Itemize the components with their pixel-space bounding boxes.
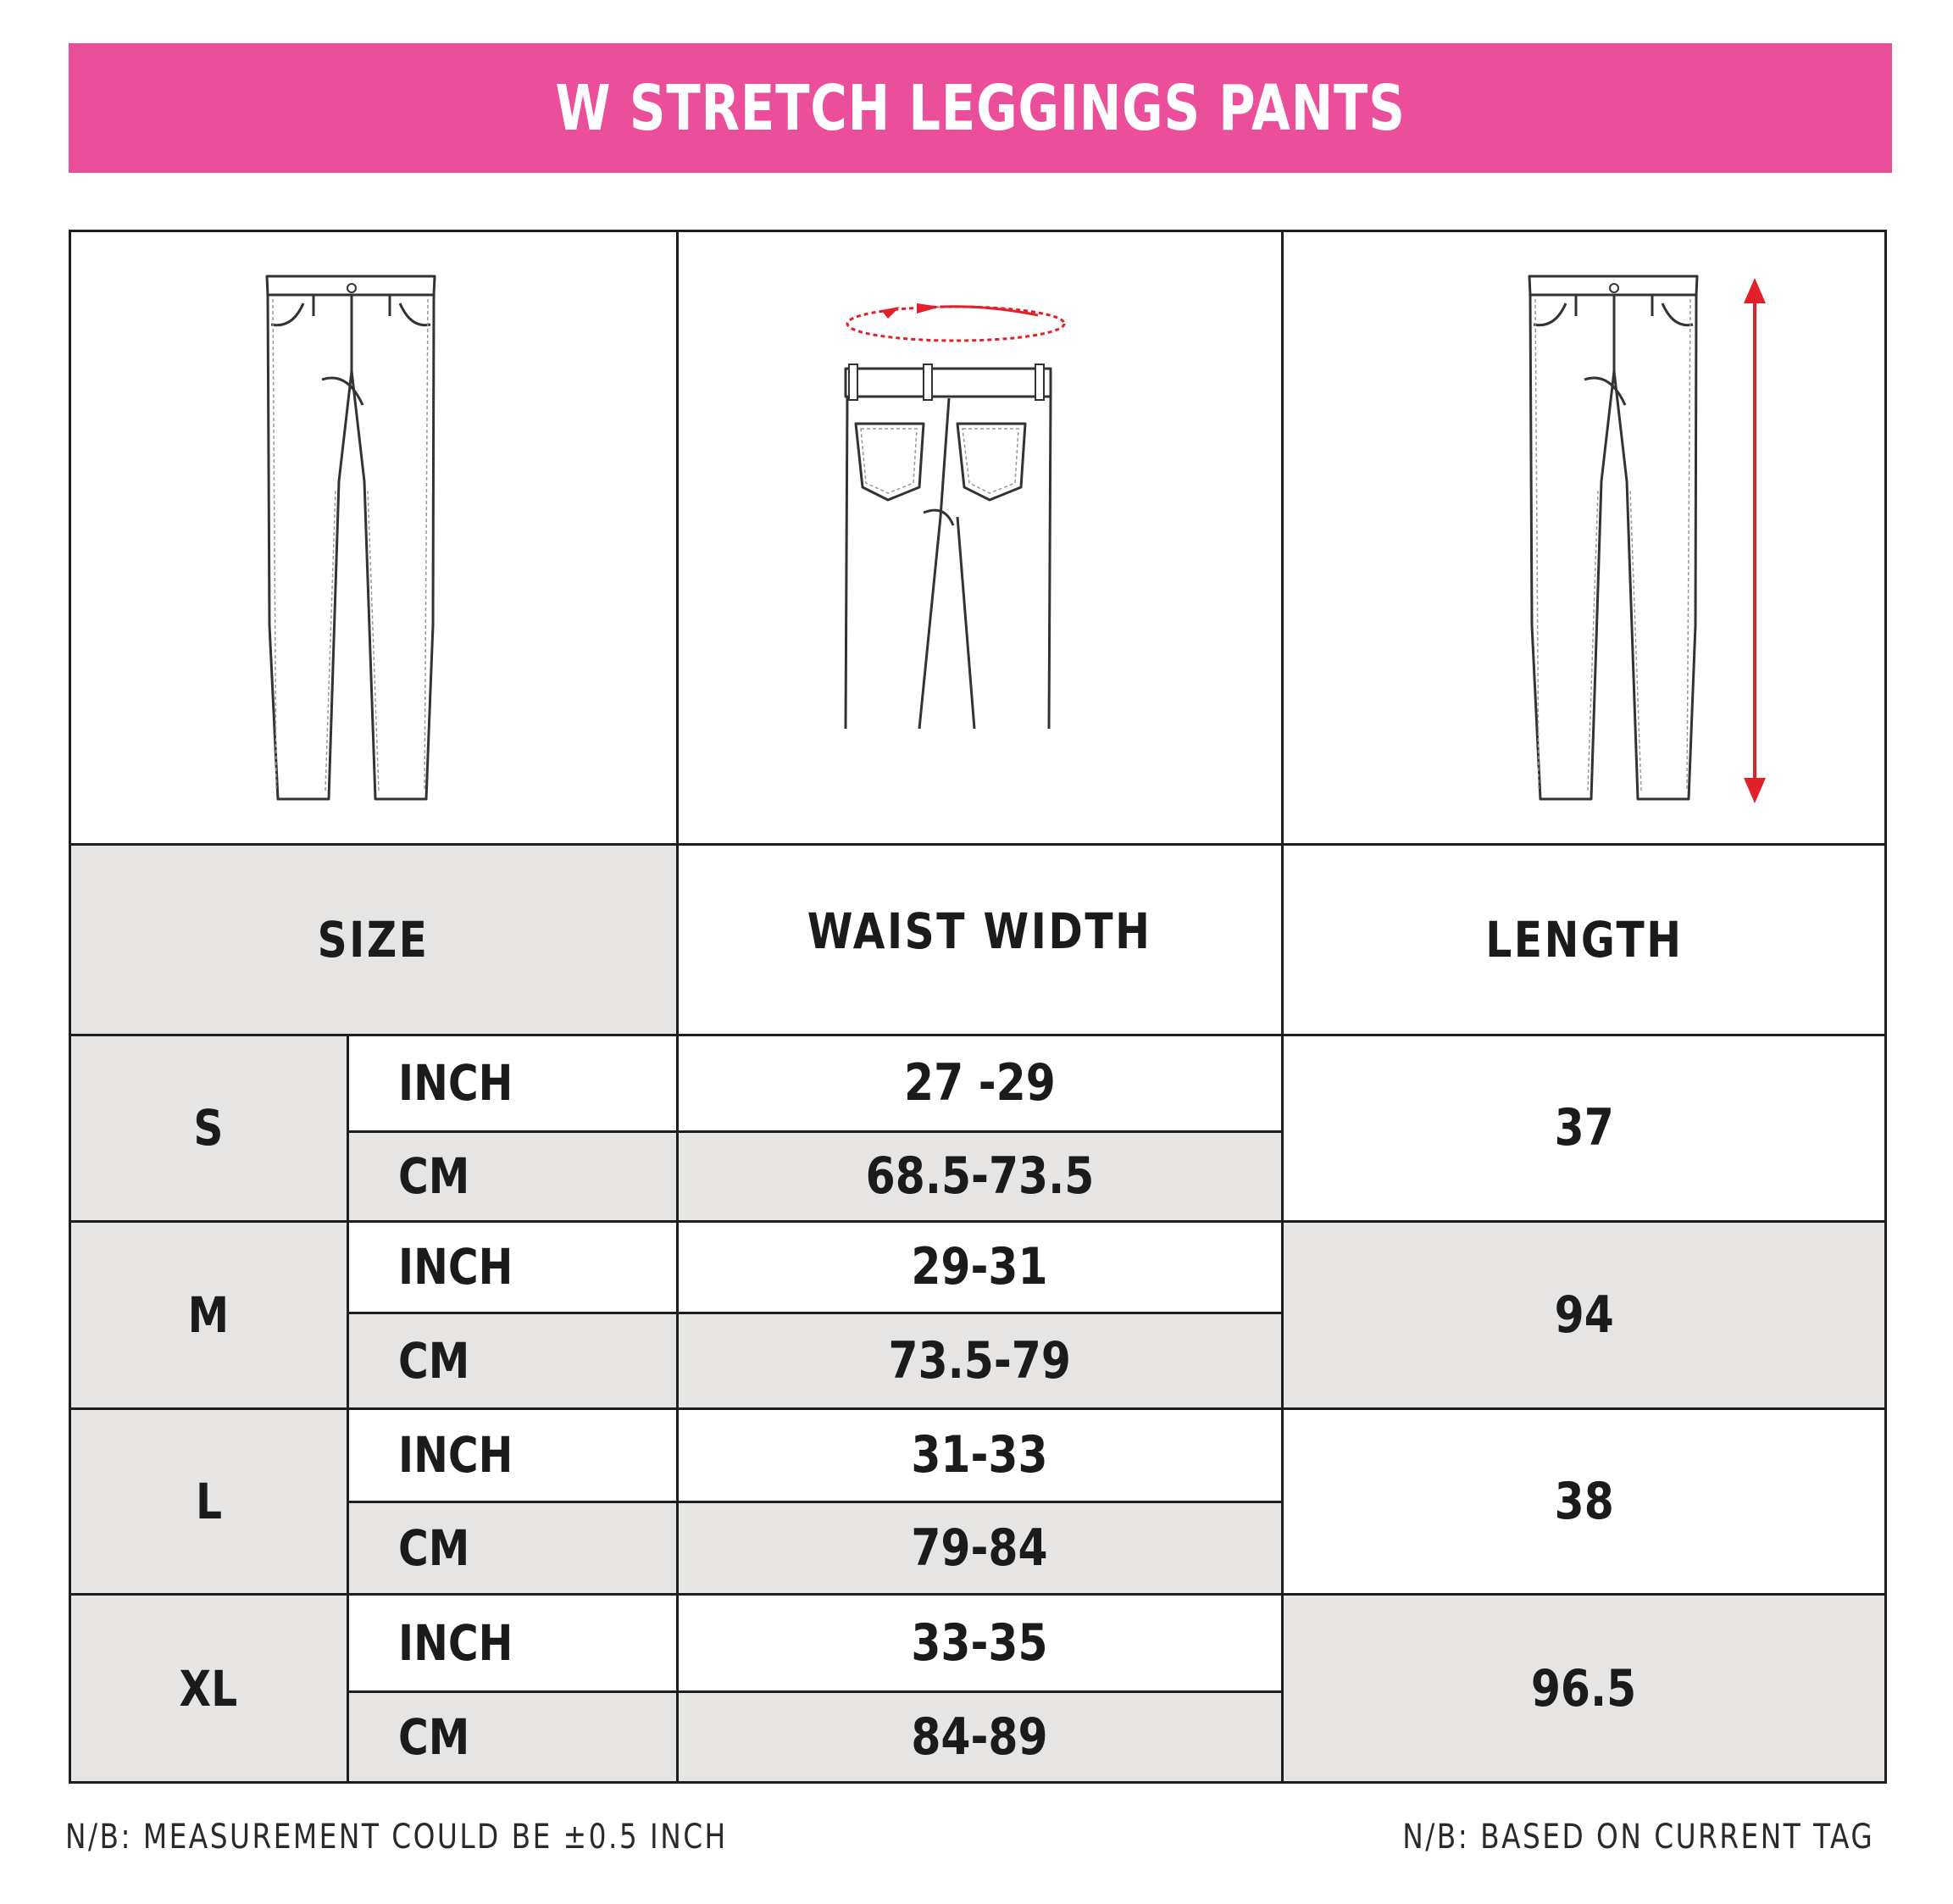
length-l: 38 (1554, 1471, 1614, 1531)
unit-inch-s: INCH (398, 1054, 513, 1112)
unit-cm-l: CM (347, 1502, 677, 1594)
unit-inch-m: INCH (398, 1238, 513, 1296)
waist-cm-l: 79-84 (677, 1502, 1282, 1594)
size-cell-l: L (69, 1408, 347, 1594)
length-xl: 96.5 (1282, 1594, 1886, 1783)
unit-inch-l: INCH (398, 1426, 513, 1484)
waist-inch-m: 29-31 (911, 1237, 1048, 1296)
waist-width-header: WAIST WIDTH (807, 902, 1152, 960)
unit-cm-s: CM (347, 1131, 677, 1221)
size-cell-s: S (69, 1035, 347, 1221)
waist-cm-xl: 84-89 (677, 1691, 1282, 1783)
waist-cm-m: 73.5-79 (677, 1313, 1282, 1408)
note-current-tag: N/B: BASED ON CURRENT TAG (1402, 1818, 1874, 1857)
waist-inch-xl: 33-35 (911, 1613, 1048, 1673)
length-header: LENGTH (1484, 910, 1684, 969)
pants-front-icon (254, 269, 449, 812)
page-title: W STRETCH LEGGINGS PANTS (555, 71, 1406, 145)
length-m: 94 (1282, 1221, 1886, 1408)
size-cell-m: M (69, 1221, 347, 1408)
note-measurement: N/B: MEASUREMENT COULD BE ±0.5 INCH (65, 1818, 728, 1857)
waist-inch-s: 27 -29 (903, 1053, 1056, 1113)
length-s: 37 (1554, 1098, 1614, 1157)
waist-cm-s: 68.5-73.5 (677, 1131, 1282, 1221)
pants-back-waist-icon (839, 297, 1076, 737)
size-cell-xl: XL (69, 1594, 347, 1783)
pants-length-icon (1517, 269, 1796, 812)
unit-inch-xl: INCH (398, 1613, 513, 1672)
title-banner (69, 43, 1892, 173)
unit-cm-m: CM (347, 1313, 677, 1408)
size-header: SIZE (69, 844, 677, 1035)
unit-cm-xl: CM (347, 1691, 677, 1783)
waist-inch-l: 31-33 (911, 1425, 1048, 1485)
